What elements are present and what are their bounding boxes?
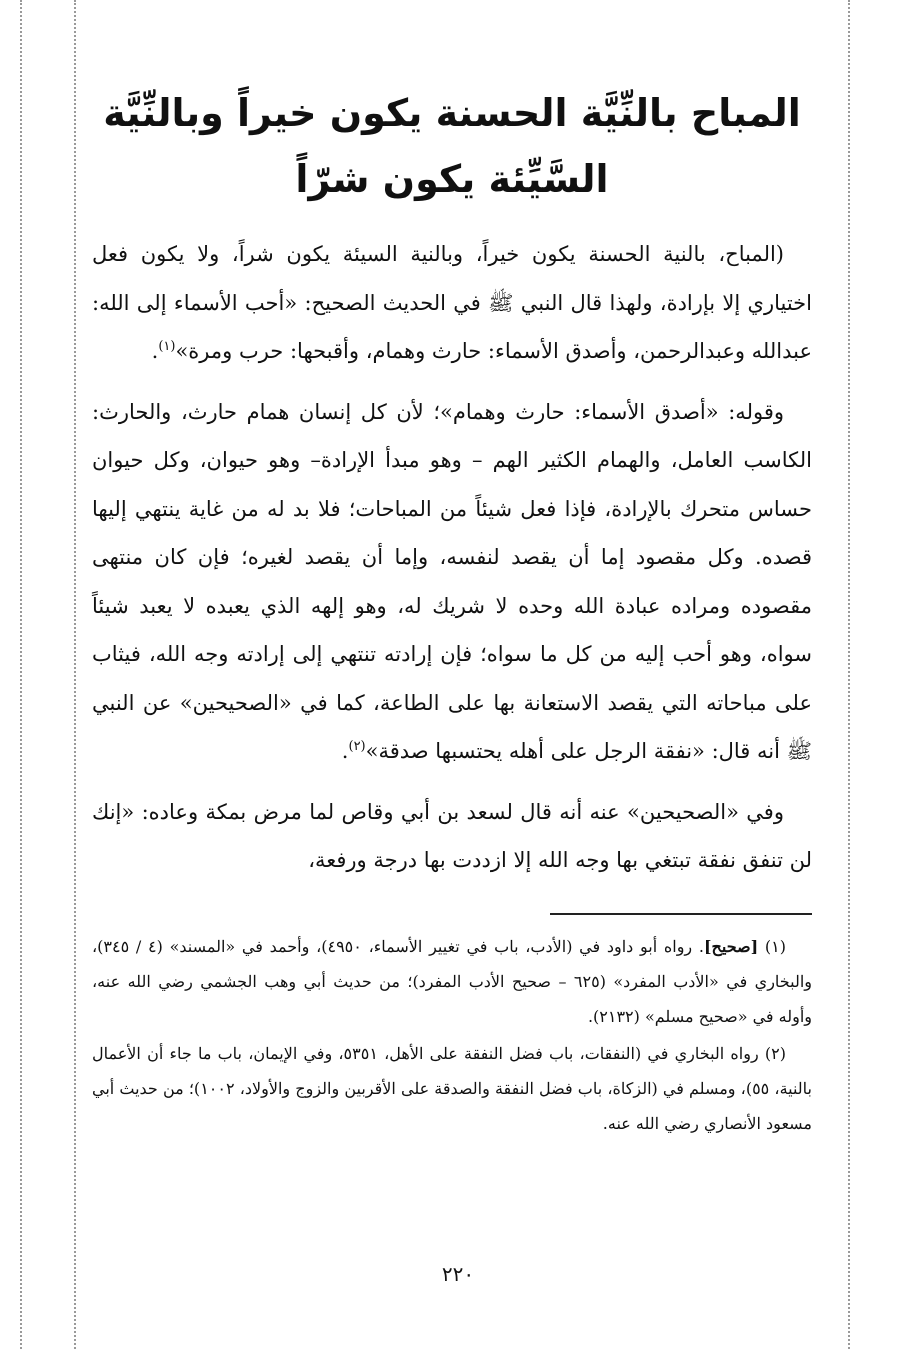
paragraph-2-end: .: [341, 739, 349, 763]
title-line-2: السَّيِّئة يكون شرّاً: [295, 157, 609, 201]
paragraph-1-end: .: [151, 339, 159, 363]
paragraph-1-text: (المباح، بالنية الحسنة يكون خيراً، وبالنية السيئة يكون شراً، ولا يكون فعل اختياري إلا بإرادة، ولهذا قال النبي ﷺ في الحديث الصحيح: «أحب الأسماء إلى الله: عبدالله وعبدالرحمن، وأصدق الأسماء: حارث وهمام، وأقبحها: حرب ومرة»: [92, 242, 812, 363]
footnote-1-text: . رواه أبو داود في (الأدب، باب في تغيير الأسماء، ٤٩٥٠)، وأحمد في «المسند» (٤ / ٣٤٥)، والبخاري في «الأدب المفرد» (٦٢٥ – صحيح الأدب المفرد)؛ من حديث أبي وهب الجشمي رضي الله عنه، وأوله في «صحيح مسلم» (٢١٣٢).: [92, 936, 812, 1026]
footnote-ref-2: (٢): [348, 739, 366, 754]
paragraph-2-text: وقوله: «أصدق الأسماء: حارث وهمام»؛ لأن كل إنسان همام حارث، والحارث: الكاسب العامل، والهمام الكثير الهم – وهو مبدأ الإرادة– وهو حيوان، وكل حيوان حساس متحرك بالإرادة، فإذا فعل شيئاً من المباحات؛ فلا بد له من غاية ينتهي إليها قصده. وكل مقصود إما أن يقصد لنفسه، وإما أن يقصد لغيره؛ فإن كان منتهى مقصوده ومراده عبادة الله وحده لا شريك له، وهو إلهه الذي يعبده لا يعبد شيئاً سواه، وهو أحب إليه من كل ما سواه؛ فإن إرادته تنتهي إلى إرادته وجه الله، فيثاب على مباحاته التي يقصد الاستعانة بها على الطاعة، كما في «الصحيحين» عن النبي ﷺ أنه قال: «نفقة الرجل على أهله يحتسبها صدقة»: [92, 399, 812, 763]
page-content: [92, 80, 812, 1143]
paragraph-3-text: وفي «الصحيحين» عنه أنه قال لسعد بن أبي وقاص لما مرض بمكة وعاده: «إنك لن تنفق نفقة تبتغي بها وجه الله إلا ازددت بها درجة ورفعة،: [92, 799, 812, 872]
footnote-2-marker: (٢): [764, 1043, 786, 1063]
title-line-1: المباح بالنِّيَّة الحسنة يكون خيراً وبالنِّيَّة: [103, 91, 801, 135]
footnote-2-text: رواه البخاري في (النفقات، باب فضل النفقة على الأهل، ٥٣٥١، وفي الإيمان، باب ما جاء أن الأعمال بالنية، ٥٥)، ومسلم في (الزكاة، باب فضل النفقة والصدقة على الأقربين والزوج والأولاد، ١٠٠٢)؛ من حديث أبي مسعود الأنصاري رضي الله عنه.: [92, 1043, 813, 1133]
footnote-separator: [550, 913, 812, 915]
paragraph-1: [92, 230, 812, 376]
footnote-1: [92, 929, 812, 1034]
footnotes: [92, 929, 812, 1141]
binding-guide-inner: [74, 0, 76, 1349]
page-title: [92, 80, 812, 212]
binding-guide-left: [20, 0, 22, 1349]
main-text: [92, 230, 812, 885]
paragraph-2: [92, 388, 812, 776]
paragraph-3: [92, 788, 812, 885]
footnote-1-marker: (١): [764, 936, 786, 956]
page-number: ٢٢٠: [441, 1262, 475, 1286]
binding-guide-right: [848, 0, 850, 1349]
footnote-2: [92, 1036, 812, 1141]
footnote-1-grade: [صحيح]: [703, 936, 759, 956]
footnote-ref-1: (١): [158, 339, 176, 354]
